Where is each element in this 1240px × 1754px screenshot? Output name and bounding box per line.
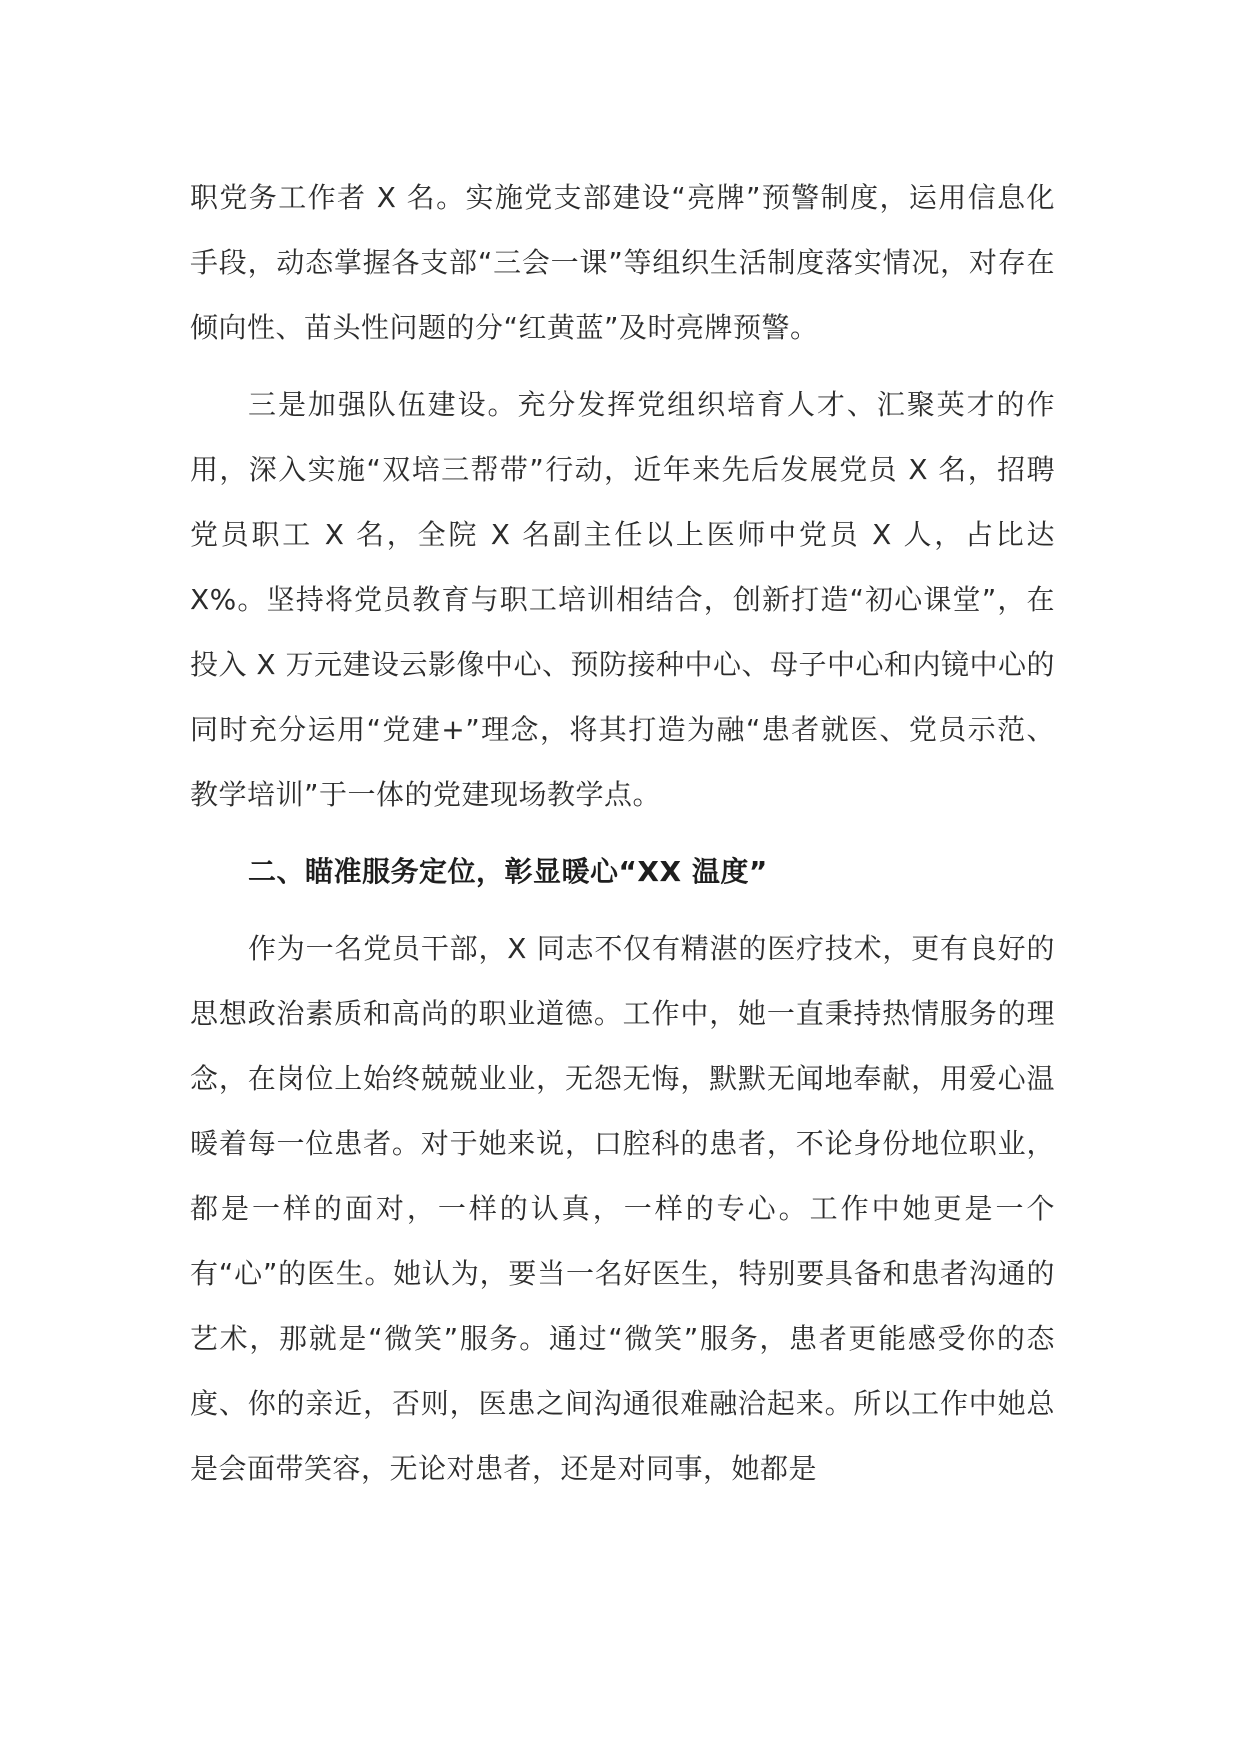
document-body bbox=[190, 165, 1055, 1501]
paragraph-continuation: 职党务工作者 X 名。实施党支部建设“亮牌”预警制度，运用信息化手段，动态掌握各支部“三会一课”等组织生活制度落实情况，对存在倾向性、苗头性问题的分“红黄蓝”及时亮牌预警。 bbox=[190, 181, 1055, 344]
paragraph-team-building: 三是加强队伍建设。充分发挥党组织培育人才、汇聚英才的作用，深入实施“双培三帮带”行动，近年来先后发展党员 X 名，招聘党员职工 X 名，全院 X 名副主任以上医师中党员 X 人，占比达 X%。坚持将党员教育与职工培训相结合，创新打造“初心课堂”，在投入 X 万元建设云影像中心、预防接种中心、母子中心和内镜中心的同时充分运用“党建+”理念，将其打造为融“患者就医、党员示范、教学培训”于一体的党建现场教学点。 bbox=[190, 388, 1055, 811]
section-heading: 二、瞄准服务定位，彰显暖心“XX 温度” bbox=[248, 855, 768, 888]
paragraph-service: 作为一名党员干部，X 同志不仅有精湛的医疗技术，更有良好的思想政治素质和高尚的职业道德。工作中，她一直秉持热情服务的理念，在岗位上始终兢兢业业，无怨无悔，默默无闻地奉献，用爱心温暖着每一位患者。对于她来说，口腔科的患者，不论身份地位职业，都是一样的面对，一样的认真，一样的专心。工作中她更是一个有“心”的医生。她认为，要当一名好医生，特别要具备和患者沟通的艺术，那就是“微笑”服务。通过“微笑”服务，患者更能感受你的态度、你的亲近，否则，医患之间沟通很难融洽起来。所以工作中她总是会面带笑容，无论对患者，还是对同事，她都是 bbox=[190, 932, 1055, 1485]
